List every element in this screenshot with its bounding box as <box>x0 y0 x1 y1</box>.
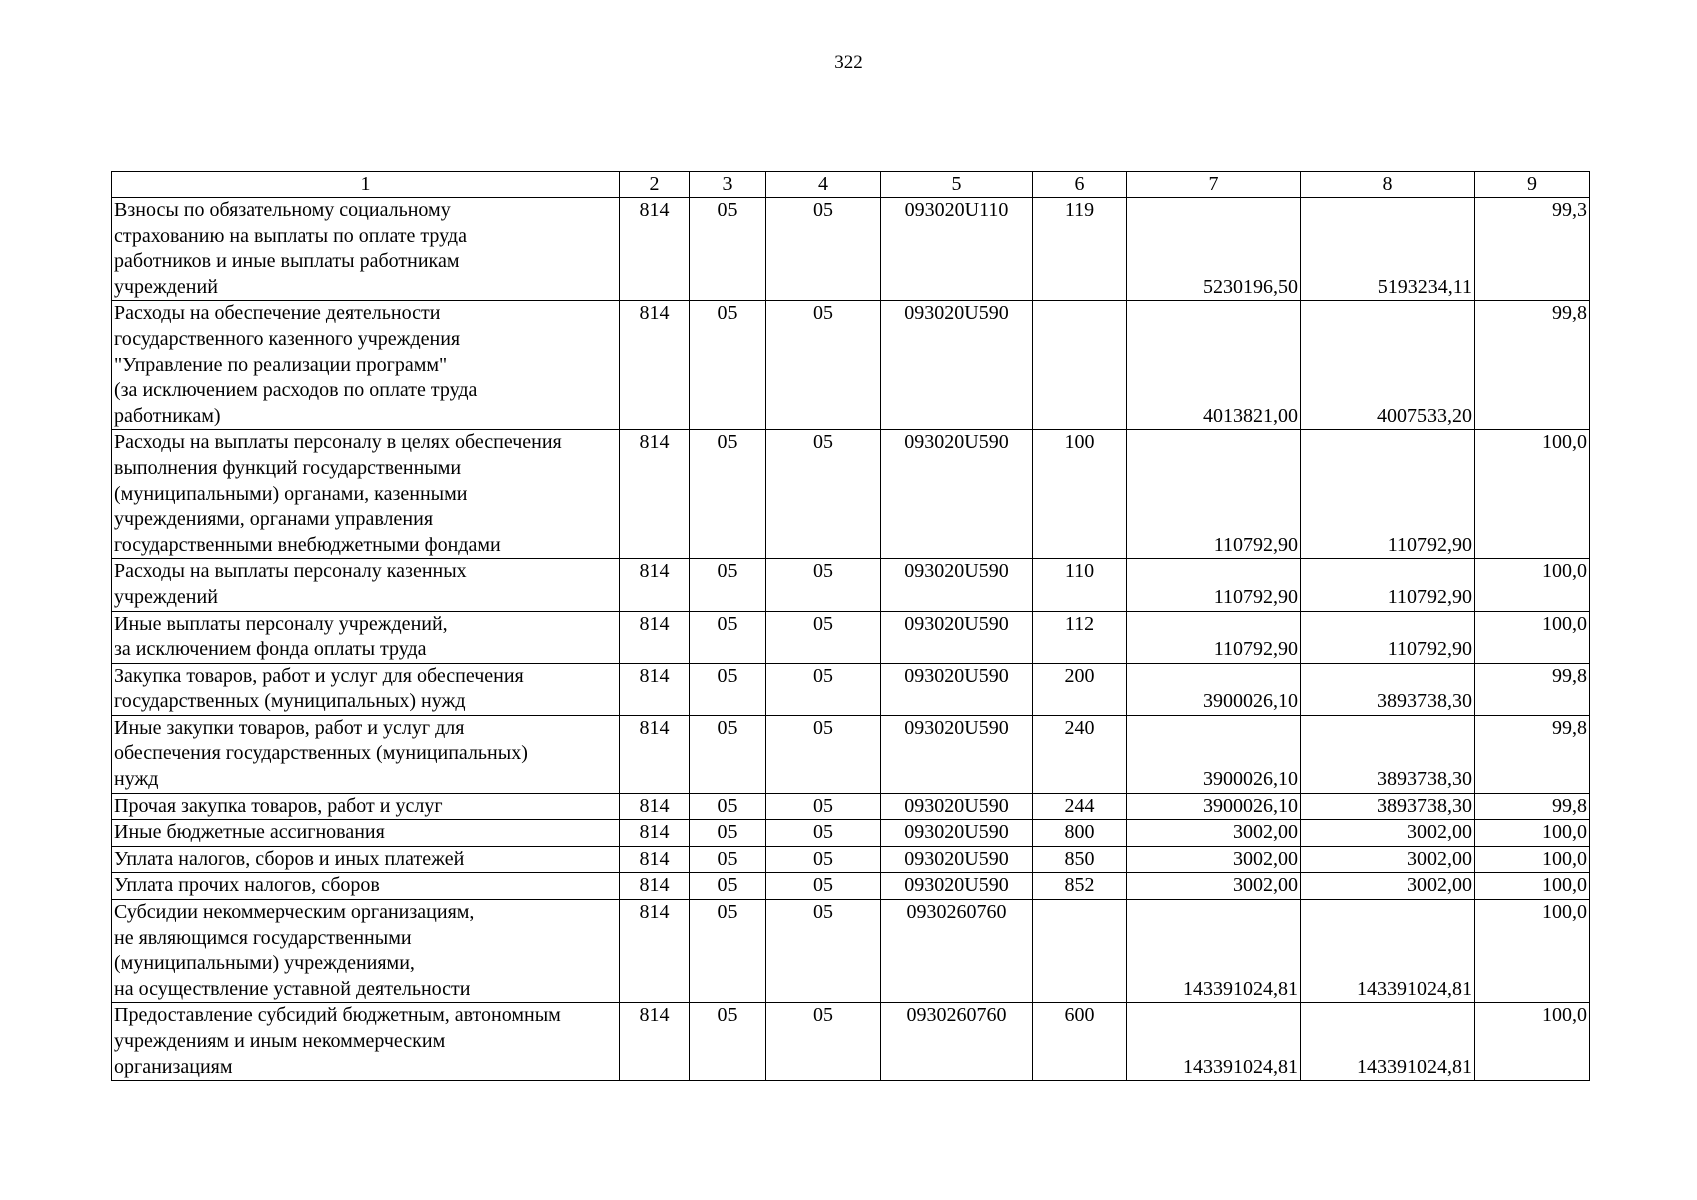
cell-expense-type: 119 <box>1033 198 1127 301</box>
cell-expense-type: 100 <box>1033 430 1127 559</box>
cell-admin-code: 814 <box>620 301 690 430</box>
cell-name: Иные бюджетные ассигнования <box>112 820 620 847</box>
table-row <box>112 611 1590 663</box>
cell-subsection: 05 <box>766 793 881 820</box>
cell-target-article: 093020U590 <box>881 663 1033 715</box>
cell-execution-percent: 100,0 <box>1475 820 1590 847</box>
table-body <box>112 172 1590 1081</box>
cell-planned-amount: 3002,00 <box>1127 873 1301 900</box>
cell-section: 05 <box>690 793 766 820</box>
cell-target-article: 093020U110 <box>881 198 1033 301</box>
cell-expense-type <box>1033 900 1127 1003</box>
cell-name: Взносы по обязательному социальному страхованию на выплаты по оплате труда работников и иные выплаты работникам учреждений <box>112 198 620 301</box>
cell-target-article: 093020U590 <box>881 611 1033 663</box>
cell-executed-amount: 3893738,30 <box>1301 793 1475 820</box>
header-cell-7: 7 <box>1127 172 1301 198</box>
cell-admin-code: 814 <box>620 198 690 301</box>
cell-name: Уплата налогов, сборов и иных платежей <box>112 846 620 873</box>
header-cell-5: 5 <box>881 172 1033 198</box>
header-cell-1: 1 <box>112 172 620 198</box>
cell-planned-amount: 3900026,10 <box>1127 715 1301 793</box>
cell-name: Расходы на обеспечение деятельности государственного казенного учреждения "Управление по реализации программ" (за исключением расходов по оплате труда работникам) <box>112 301 620 430</box>
cell-section: 05 <box>690 663 766 715</box>
cell-expense-type: 200 <box>1033 663 1127 715</box>
cell-subsection: 05 <box>766 198 881 301</box>
cell-executed-amount: 3893738,30 <box>1301 663 1475 715</box>
cell-expense-type: 850 <box>1033 846 1127 873</box>
cell-admin-code: 814 <box>620 1003 690 1081</box>
header-cell-9: 9 <box>1475 172 1590 198</box>
cell-target-article: 0930260760 <box>881 1003 1033 1081</box>
cell-name: Уплата прочих налогов, сборов <box>112 873 620 900</box>
cell-planned-amount: 110792,90 <box>1127 611 1301 663</box>
cell-target-article: 093020U590 <box>881 559 1033 611</box>
cell-name: Субсидии некоммерческим организациям, не являющимся государственными (муниципальными) учреждениями, на осуществление уставной деятельности <box>112 900 620 1003</box>
cell-subsection: 05 <box>766 873 881 900</box>
table-row <box>112 198 1590 301</box>
cell-target-article: 0930260760 <box>881 900 1033 1003</box>
cell-section: 05 <box>690 820 766 847</box>
cell-planned-amount: 3900026,10 <box>1127 663 1301 715</box>
cell-target-article: 093020U590 <box>881 715 1033 793</box>
cell-name: Иные закупки товаров, работ и услуг для обеспечения государственных (муниципальных) нужд <box>112 715 620 793</box>
cell-executed-amount: 143391024,81 <box>1301 1003 1475 1081</box>
cell-expense-type <box>1033 301 1127 430</box>
cell-name: Расходы на выплаты персоналу казенных учреждений <box>112 559 620 611</box>
header-cell-6: 6 <box>1033 172 1127 198</box>
cell-executed-amount: 5193234,11 <box>1301 198 1475 301</box>
cell-admin-code: 814 <box>620 559 690 611</box>
cell-execution-percent: 100,0 <box>1475 559 1590 611</box>
cell-admin-code: 814 <box>620 900 690 1003</box>
budget-table <box>111 171 1590 1081</box>
cell-execution-percent: 99,8 <box>1475 301 1590 430</box>
table-row <box>112 1003 1590 1081</box>
cell-section: 05 <box>690 715 766 793</box>
cell-planned-amount: 3002,00 <box>1127 820 1301 847</box>
cell-planned-amount: 5230196,50 <box>1127 198 1301 301</box>
cell-name: Закупка товаров, работ и услуг для обеспечения государственных (муниципальных) нужд <box>112 663 620 715</box>
cell-expense-type: 244 <box>1033 793 1127 820</box>
header-row <box>112 172 1590 198</box>
cell-planned-amount: 110792,90 <box>1127 430 1301 559</box>
cell-planned-amount: 143391024,81 <box>1127 900 1301 1003</box>
cell-planned-amount: 3002,00 <box>1127 846 1301 873</box>
cell-execution-percent: 100,0 <box>1475 846 1590 873</box>
cell-expense-type: 110 <box>1033 559 1127 611</box>
cell-admin-code: 814 <box>620 663 690 715</box>
cell-executed-amount: 3893738,30 <box>1301 715 1475 793</box>
table-row <box>112 873 1590 900</box>
cell-execution-percent: 100,0 <box>1475 873 1590 900</box>
cell-subsection: 05 <box>766 846 881 873</box>
cell-subsection: 05 <box>766 430 881 559</box>
cell-section: 05 <box>690 611 766 663</box>
cell-execution-percent: 100,0 <box>1475 1003 1590 1081</box>
cell-section: 05 <box>690 846 766 873</box>
cell-expense-type: 240 <box>1033 715 1127 793</box>
page-number: 322 <box>834 52 863 73</box>
cell-executed-amount: 3002,00 <box>1301 846 1475 873</box>
cell-execution-percent: 99,8 <box>1475 715 1590 793</box>
cell-subsection: 05 <box>766 715 881 793</box>
cell-execution-percent: 99,8 <box>1475 793 1590 820</box>
cell-executed-amount: 143391024,81 <box>1301 900 1475 1003</box>
table-row <box>112 430 1590 559</box>
cell-executed-amount: 4007533,20 <box>1301 301 1475 430</box>
cell-execution-percent: 100,0 <box>1475 900 1590 1003</box>
cell-section: 05 <box>690 1003 766 1081</box>
cell-expense-type: 112 <box>1033 611 1127 663</box>
table-row <box>112 820 1590 847</box>
cell-target-article: 093020U590 <box>881 873 1033 900</box>
cell-subsection: 05 <box>766 900 881 1003</box>
cell-subsection: 05 <box>766 1003 881 1081</box>
cell-planned-amount: 3900026,10 <box>1127 793 1301 820</box>
cell-executed-amount: 110792,90 <box>1301 559 1475 611</box>
cell-admin-code: 814 <box>620 715 690 793</box>
cell-name: Прочая закупка товаров, работ и услуг <box>112 793 620 820</box>
cell-admin-code: 814 <box>620 820 690 847</box>
cell-execution-percent: 99,8 <box>1475 663 1590 715</box>
cell-subsection: 05 <box>766 611 881 663</box>
cell-execution-percent: 100,0 <box>1475 611 1590 663</box>
cell-executed-amount: 110792,90 <box>1301 611 1475 663</box>
table-row <box>112 301 1590 430</box>
cell-executed-amount: 3002,00 <box>1301 820 1475 847</box>
cell-admin-code: 814 <box>620 846 690 873</box>
cell-execution-percent: 100,0 <box>1475 430 1590 559</box>
cell-section: 05 <box>690 198 766 301</box>
cell-target-article: 093020U590 <box>881 820 1033 847</box>
cell-subsection: 05 <box>766 301 881 430</box>
cell-expense-type: 800 <box>1033 820 1127 847</box>
cell-admin-code: 814 <box>620 873 690 900</box>
cell-name: Предоставление субсидий бюджетным, автономным учреждениям и иным некоммерческим организациям <box>112 1003 620 1081</box>
cell-planned-amount: 4013821,00 <box>1127 301 1301 430</box>
cell-admin-code: 814 <box>620 430 690 559</box>
cell-target-article: 093020U590 <box>881 301 1033 430</box>
table-row <box>112 900 1590 1003</box>
cell-expense-type: 852 <box>1033 873 1127 900</box>
cell-section: 05 <box>690 873 766 900</box>
cell-section: 05 <box>690 301 766 430</box>
table-row <box>112 793 1590 820</box>
cell-name: Расходы на выплаты персоналу в целях обеспечения выполнения функций государственными (муниципальными) органами, казенными учреждениями, органами управления государственными внебюджетными фондами <box>112 430 620 559</box>
header-cell-3: 3 <box>690 172 766 198</box>
header-cell-8: 8 <box>1301 172 1475 198</box>
cell-target-article: 093020U590 <box>881 846 1033 873</box>
cell-admin-code: 814 <box>620 793 690 820</box>
cell-expense-type: 600 <box>1033 1003 1127 1081</box>
table-row <box>112 846 1590 873</box>
cell-executed-amount: 110792,90 <box>1301 430 1475 559</box>
cell-admin-code: 814 <box>620 611 690 663</box>
cell-section: 05 <box>690 900 766 1003</box>
cell-subsection: 05 <box>766 663 881 715</box>
cell-execution-percent: 99,3 <box>1475 198 1590 301</box>
cell-executed-amount: 3002,00 <box>1301 873 1475 900</box>
table-row <box>112 663 1590 715</box>
cell-planned-amount: 110792,90 <box>1127 559 1301 611</box>
cell-planned-amount: 143391024,81 <box>1127 1003 1301 1081</box>
cell-subsection: 05 <box>766 559 881 611</box>
cell-section: 05 <box>690 430 766 559</box>
header-cell-4: 4 <box>766 172 881 198</box>
cell-name: Иные выплаты персоналу учреждений, за исключением фонда оплаты труда <box>112 611 620 663</box>
cell-subsection: 05 <box>766 820 881 847</box>
table-row <box>112 559 1590 611</box>
cell-target-article: 093020U590 <box>881 793 1033 820</box>
table-row <box>112 715 1590 793</box>
header-cell-2: 2 <box>620 172 690 198</box>
cell-target-article: 093020U590 <box>881 430 1033 559</box>
cell-section: 05 <box>690 559 766 611</box>
